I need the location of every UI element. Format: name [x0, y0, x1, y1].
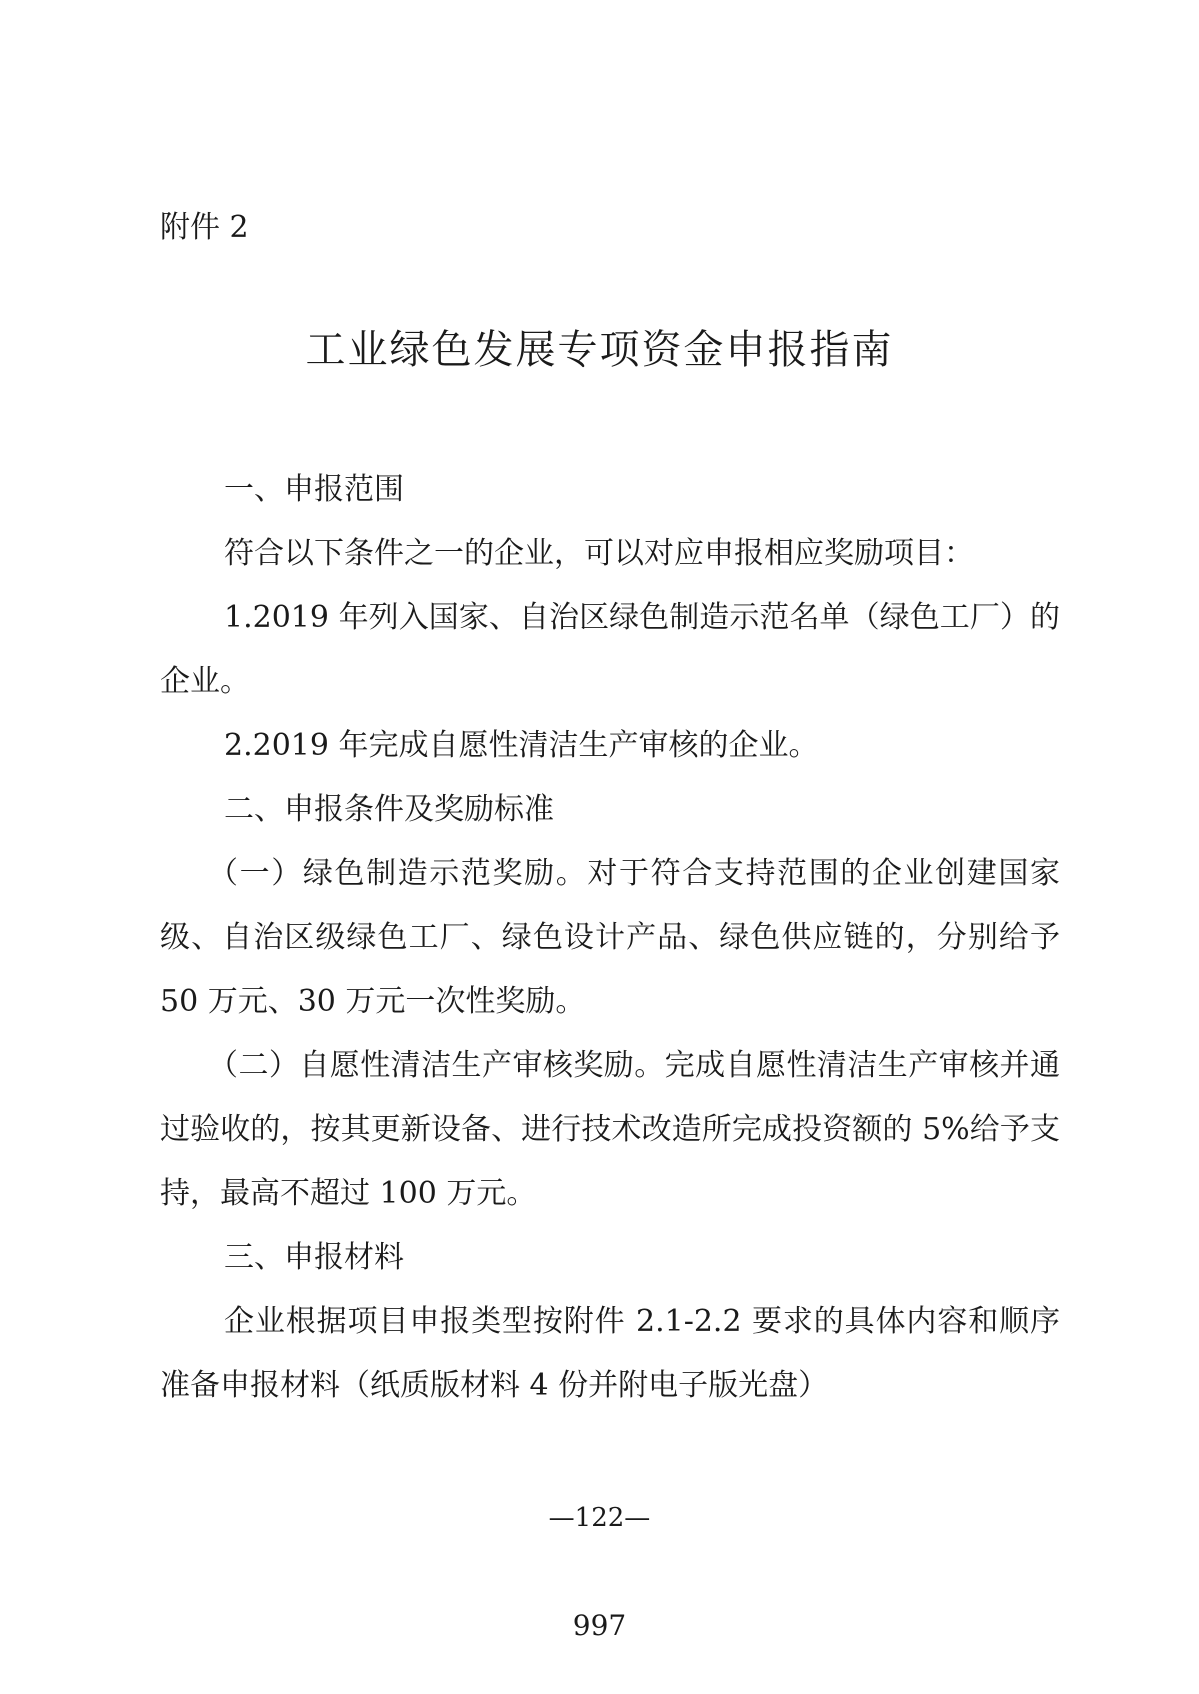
paragraph-eligibility-intro: 符合以下条件之一的企业，可以对应申报相应奖励项目：: [224, 536, 974, 571]
attachment-label: 附件 2: [160, 210, 249, 245]
section-heading-conditions: 二、申报条件及奖励标准: [224, 792, 554, 827]
document-body: [160, 458, 1060, 1418]
paragraph-green-manufacturing-award: （一）绿色制造示范奖励。对于符合支持范围的企业创建国家级、自治区级绿色工厂、绿色设计产品、绿色供应链的，分别给予 50 万元、30 万元一次性奖励。: [160, 856, 1060, 1019]
paragraph-materials: 企业根据项目申报类型按附件 2.1-2.2 要求的具体内容和顺序准备申报材料（纸质版材料 4 份并附电子版光盘）: [160, 1304, 1060, 1403]
page-number: 997: [572, 1609, 627, 1642]
paragraph-condition-1: 1.2019 年列入国家、自治区绿色制造示范名单（绿色工厂）的企业。: [160, 600, 1060, 699]
page-title: 工业绿色发展专项资金申报指南: [305, 327, 894, 373]
section-heading-materials: 三、申报材料: [224, 1240, 404, 1275]
paragraph-clean-production-award: （二）自愿性清洁生产审核奖励。完成自愿性清洁生产审核并通过验收的，按其更新设备、进行技术改造所完成投资额的 5%给予支持，最高不超过 100 万元。: [160, 1048, 1060, 1211]
paragraph-condition-2: 2.2019 年完成自愿性清洁生产审核的企业。: [224, 728, 819, 763]
page-marker: —122—: [548, 1503, 651, 1533]
section-heading-scope: 一、申报范围: [224, 472, 404, 507]
